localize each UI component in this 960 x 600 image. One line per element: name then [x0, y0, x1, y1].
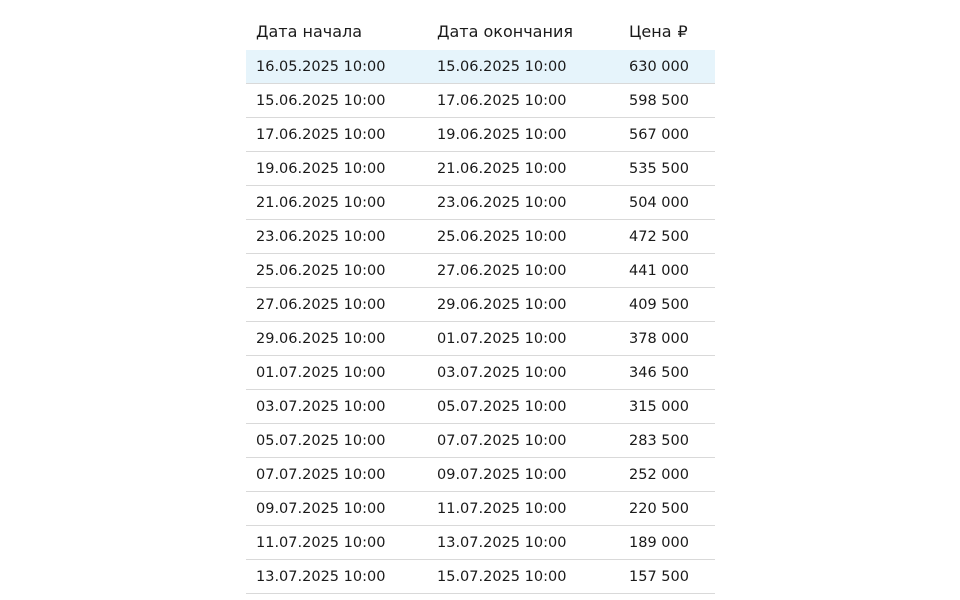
ruble-currency-icon: ₽	[677, 21, 688, 41]
table-row[interactable]	[246, 424, 715, 458]
start-date-cell: 29.06.2025 10:00	[256, 330, 386, 347]
start-date-cell: 09.07.2025 10:00	[256, 500, 386, 517]
price-cell: 535 500	[629, 160, 689, 177]
start-date-cell: 15.06.2025 10:00	[256, 92, 386, 109]
table-row[interactable]	[246, 254, 715, 288]
start-date-cell: 27.06.2025 10:00	[256, 296, 386, 313]
header-price-label: Цена	[629, 21, 672, 41]
table-row[interactable]	[246, 322, 715, 356]
start-date-cell: 01.07.2025 10:00	[256, 364, 386, 381]
end-date-cell: 09.07.2025 10:00	[437, 466, 567, 483]
end-date-cell: 25.06.2025 10:00	[437, 228, 567, 245]
start-date-cell: 25.06.2025 10:00	[256, 262, 386, 279]
end-date-cell: 05.07.2025 10:00	[437, 398, 567, 415]
price-cell: 346 500	[629, 364, 689, 381]
start-date-cell: 07.07.2025 10:00	[256, 466, 386, 483]
end-date-cell: 21.06.2025 10:00	[437, 160, 567, 177]
start-date-cell: 11.07.2025 10:00	[256, 534, 386, 551]
price-cell: 441 000	[629, 262, 689, 279]
start-date-cell: 17.06.2025 10:00	[256, 126, 386, 143]
table-row[interactable]	[246, 186, 715, 220]
price-cell: 598 500	[629, 92, 689, 109]
start-date-cell: 21.06.2025 10:00	[256, 194, 386, 211]
start-date-cell: 03.07.2025 10:00	[256, 398, 386, 415]
table-row[interactable]	[246, 220, 715, 254]
table-row[interactable]	[246, 84, 715, 118]
end-date-cell: 07.07.2025 10:00	[437, 432, 567, 449]
end-date-cell: 11.07.2025 10:00	[437, 500, 567, 517]
table-row[interactable]	[246, 458, 715, 492]
price-cell: 157 500	[629, 568, 689, 585]
price-cell: 409 500	[629, 296, 689, 313]
header-start-date: Дата начала	[256, 21, 363, 41]
table-row[interactable]	[246, 390, 715, 424]
end-date-cell: 17.06.2025 10:00	[437, 92, 567, 109]
price-schedule-table	[246, 12, 715, 594]
start-date-cell: 05.07.2025 10:00	[256, 432, 386, 449]
start-date-cell: 16.05.2025 10:00	[256, 58, 386, 75]
price-cell: 220 500	[629, 500, 689, 517]
end-date-cell: 01.07.2025 10:00	[437, 330, 567, 347]
end-date-cell: 29.06.2025 10:00	[437, 296, 567, 313]
price-cell: 630 000	[629, 58, 689, 75]
price-cell: 378 000	[629, 330, 689, 347]
end-date-cell: 15.07.2025 10:00	[437, 568, 567, 585]
table-row[interactable]	[246, 152, 715, 186]
table-header	[246, 12, 715, 50]
start-date-cell: 19.06.2025 10:00	[256, 160, 386, 177]
price-cell: 283 500	[629, 432, 689, 449]
price-cell: 504 000	[629, 194, 689, 211]
table-row[interactable]	[246, 492, 715, 526]
header-end-date: Дата окончания	[437, 21, 573, 41]
start-date-cell: 23.06.2025 10:00	[256, 228, 386, 245]
end-date-cell: 23.06.2025 10:00	[437, 194, 567, 211]
price-cell: 315 000	[629, 398, 689, 415]
table-row[interactable]	[246, 560, 715, 594]
end-date-cell: 15.06.2025 10:00	[437, 58, 567, 75]
end-date-cell: 13.07.2025 10:00	[437, 534, 567, 551]
end-date-cell: 03.07.2025 10:00	[437, 364, 567, 381]
price-cell: 189 000	[629, 534, 689, 551]
table-row[interactable]	[246, 50, 715, 84]
table-row[interactable]	[246, 288, 715, 322]
price-cell: 472 500	[629, 228, 689, 245]
table-row[interactable]	[246, 356, 715, 390]
end-date-cell: 19.06.2025 10:00	[437, 126, 567, 143]
table-row[interactable]	[246, 118, 715, 152]
header-price	[629, 22, 715, 41]
price-cell: 567 000	[629, 126, 689, 143]
table-row[interactable]	[246, 526, 715, 560]
price-cell: 252 000	[629, 466, 689, 483]
start-date-cell: 13.07.2025 10:00	[256, 568, 386, 585]
end-date-cell: 27.06.2025 10:00	[437, 262, 567, 279]
